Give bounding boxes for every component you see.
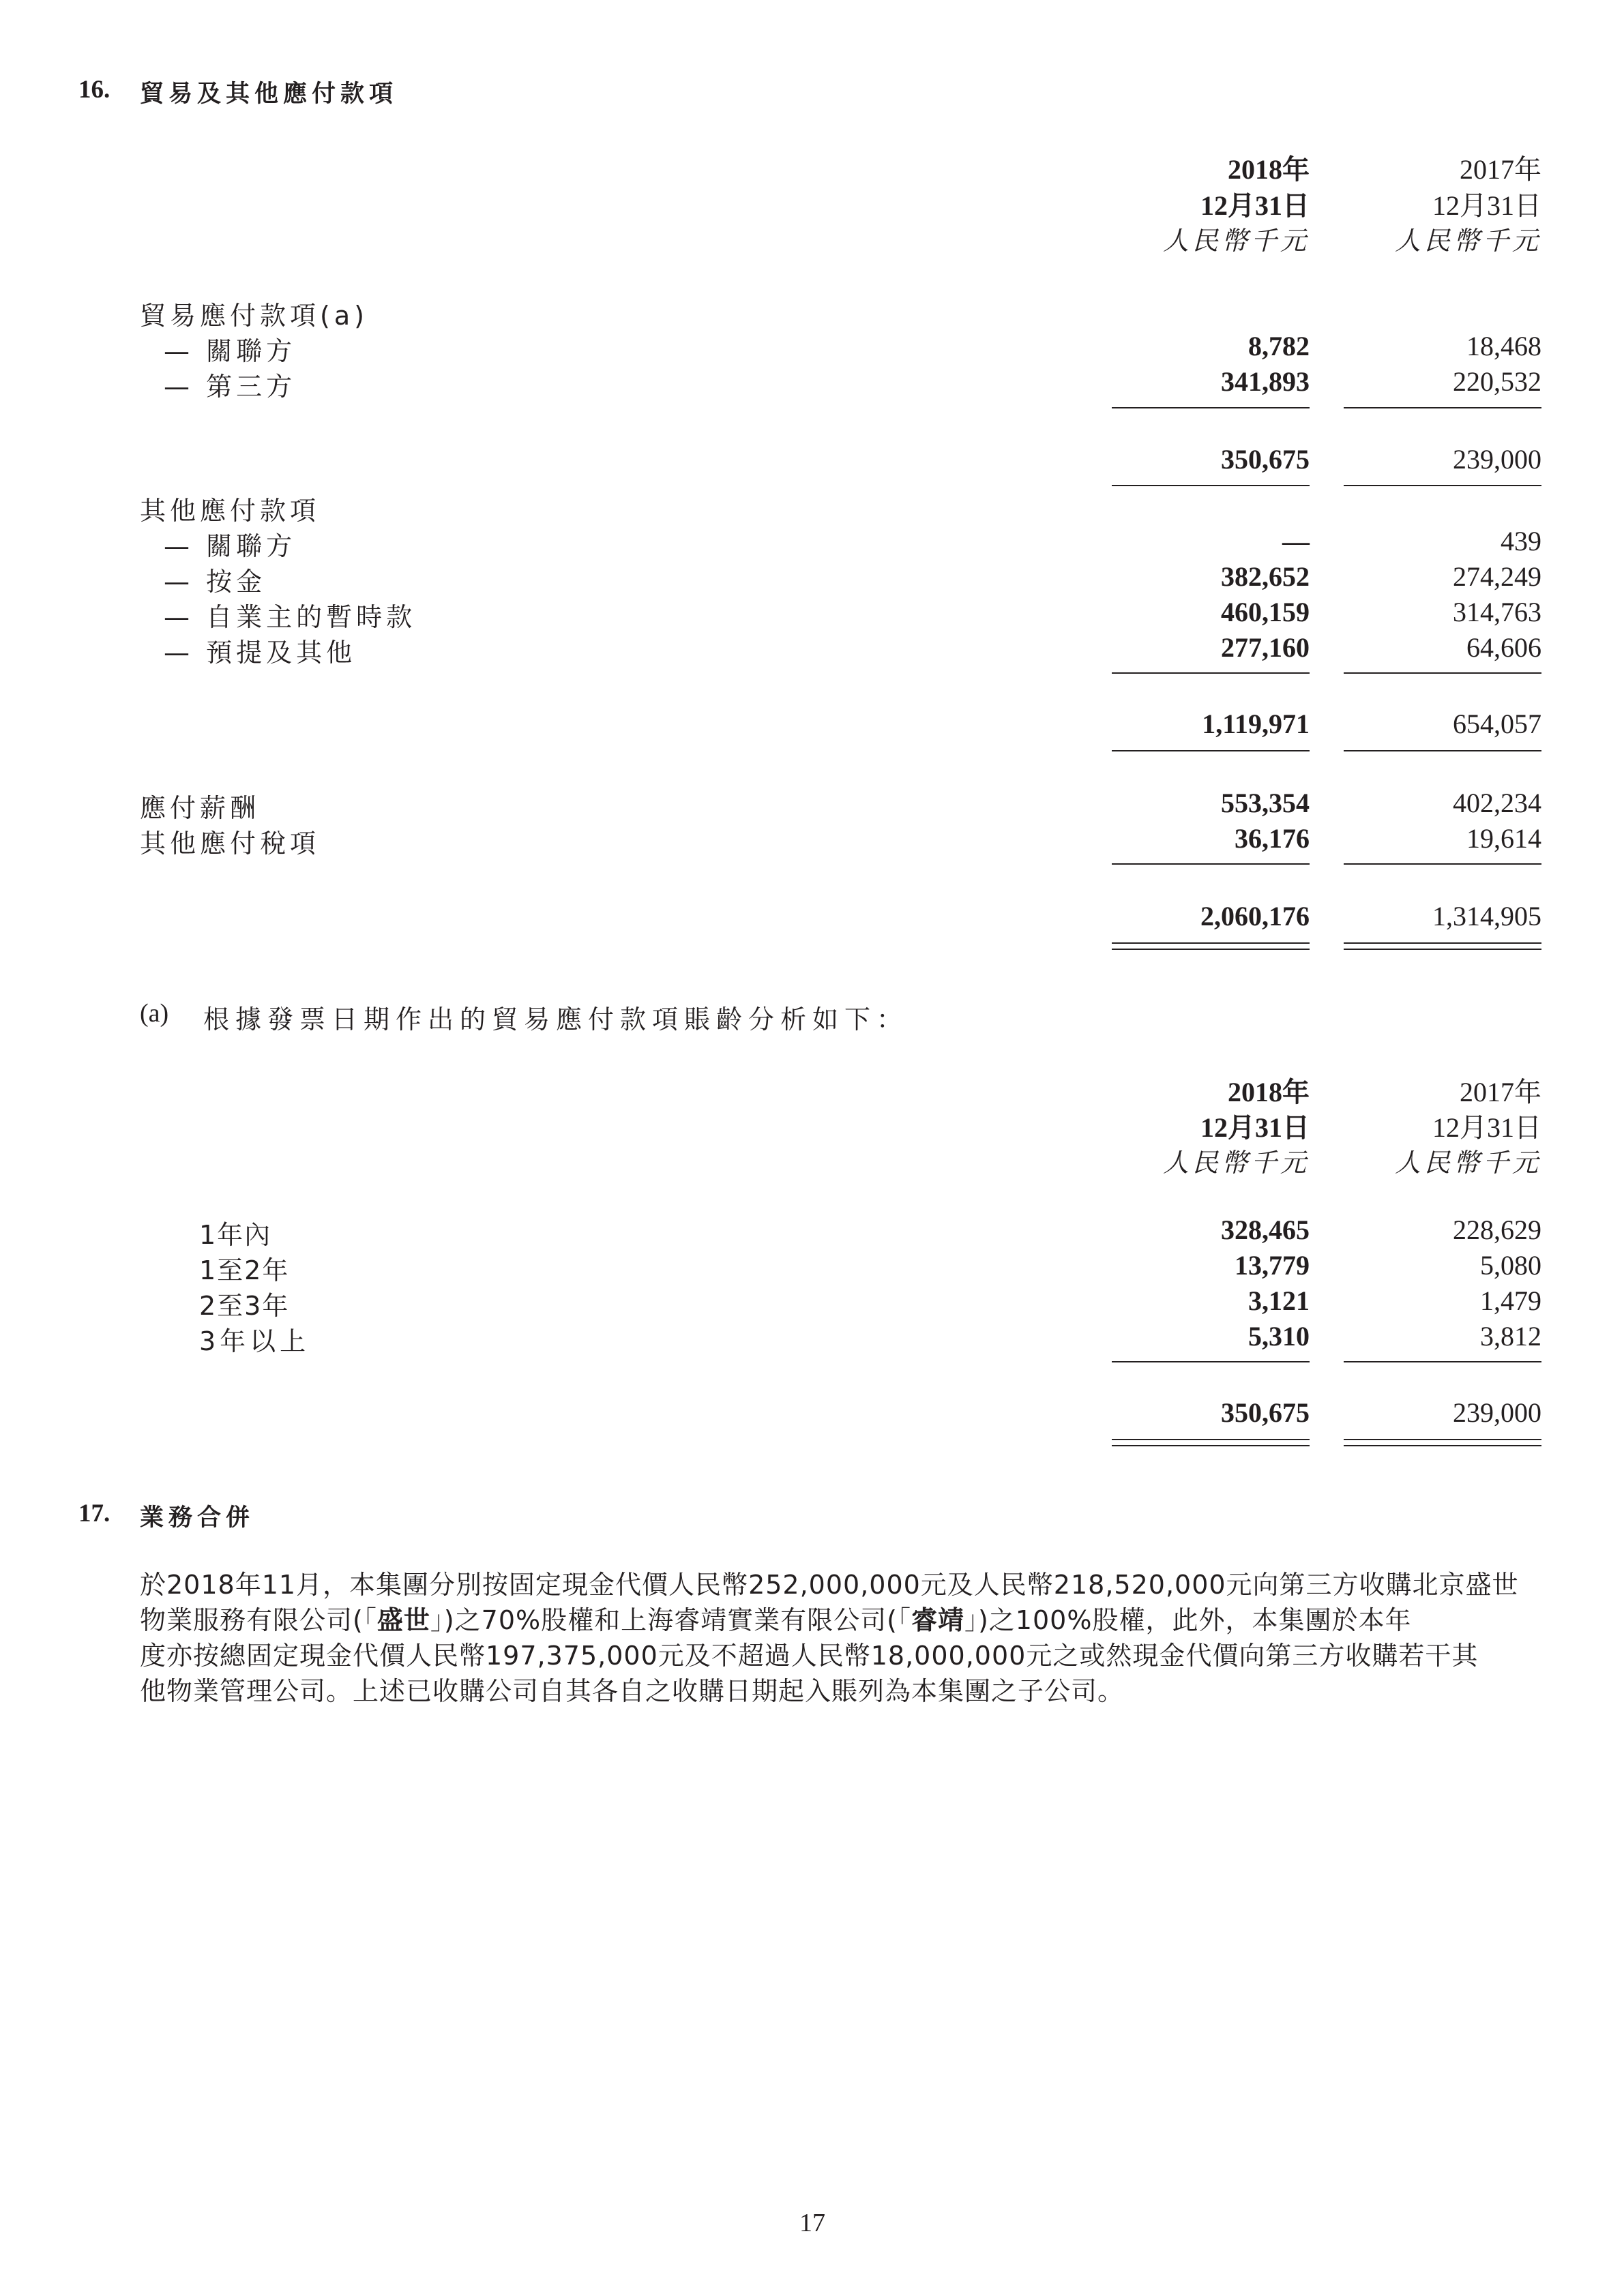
header-2018-unit: 人民幣千元 (1162, 226, 1310, 256)
note-a-text: 根據發票日期作出的貿易應付款項賬齡分析如下： (203, 1004, 909, 1034)
other-row-2018: 277,160 (1221, 632, 1310, 663)
rule (1344, 1361, 1541, 1362)
aging-row-2017: 228,629 (1453, 1214, 1541, 1245)
paragraph-line: 度亦按總固定現金代價人民幣197,375,000元及不超過人民幣18,000,000元之或然現金代價向第三方收購若干其 (140, 1641, 1479, 1671)
trade-row-2017: 18,468 (1466, 331, 1541, 361)
aging-header-2018-date: 12月31日 (1200, 1112, 1310, 1143)
header-2018-date: 12月31日 (1200, 190, 1310, 221)
rule (1344, 407, 1541, 408)
other-row-2018: 382,652 (1221, 561, 1310, 592)
double-rule (1344, 949, 1541, 950)
rule (1112, 750, 1310, 751)
section-16-number: 16. (78, 76, 110, 104)
other-row-2017: 64,606 (1466, 632, 1541, 663)
grand-total-2017: 1,314,905 (1432, 901, 1541, 931)
other-total-2017: 654,057 (1453, 709, 1541, 739)
double-rule (1112, 949, 1310, 950)
double-rule (1344, 942, 1541, 944)
page-number: 17 (799, 2209, 825, 2237)
other-row-2018: 460,159 (1221, 597, 1310, 627)
header-2017-unit: 人民幣千元 (1394, 226, 1541, 256)
shengshi-term: 盛世 (377, 1605, 430, 1635)
trade-payables-label: 貿易應付款項(a) (140, 301, 368, 331)
rule (1344, 485, 1541, 486)
other-row-2018: — (1282, 526, 1310, 556)
rule (1344, 750, 1541, 751)
salary-2018: 553,354 (1221, 788, 1310, 818)
double-rule (1344, 1439, 1541, 1440)
aging-row-2018: 3,121 (1248, 1285, 1310, 1316)
other-total-2018: 1,119,971 (1202, 709, 1310, 739)
section-16-title: 貿易及其他應付款項 (140, 80, 398, 108)
trade-row-label: — 第三方 (164, 372, 297, 402)
trade-total-2018: 350,675 (1221, 444, 1310, 475)
other-row-2017: 439 (1501, 526, 1541, 556)
aging-row-2018: 328,465 (1221, 1214, 1310, 1245)
trade-total-2017: 239,000 (1453, 444, 1541, 475)
section-17-title: 業務合併 (140, 1504, 255, 1532)
other-payables-label: 其他應付款項 (140, 496, 321, 526)
aging-row-label: 2至3年 (199, 1291, 290, 1321)
aging-row-2017: 3,812 (1480, 1321, 1541, 1352)
section-17-paragraph (140, 1567, 1555, 1709)
trade-row-2017: 220,532 (1453, 366, 1541, 397)
paragraph-line: 他物業管理公司。上述已收購公司自其各自之收購日期起入賬列為本集團之子公司。 (140, 1676, 1125, 1706)
note-a-marker: (a) (140, 999, 169, 1028)
double-rule (1344, 1445, 1541, 1446)
double-rule (1112, 1439, 1310, 1440)
rule (1112, 672, 1310, 674)
grand-total-2018: 2,060,176 (1200, 901, 1310, 931)
aging-header-2017-unit: 人民幣千元 (1394, 1148, 1541, 1178)
aging-total-2018: 350,675 (1221, 1397, 1310, 1428)
other-row-2017: 274,249 (1453, 561, 1541, 592)
tax-2018: 36,176 (1235, 823, 1310, 854)
header-2018-year: 2018年 (1228, 154, 1310, 185)
aging-row-2017: 1,479 (1480, 1285, 1541, 1316)
aging-header-2018-year: 2018年 (1228, 1077, 1310, 1107)
rule (1112, 863, 1310, 865)
double-rule (1112, 942, 1310, 944)
paragraph-line: 於2018年11月，本集團分別按固定現金代價人民幣252,000,000元及人民幣218,520,000元向第三方收購北京盛世 (140, 1570, 1519, 1600)
other-row-label: — 自業主的暫時款 (164, 602, 417, 632)
trade-row-2018: 341,893 (1221, 366, 1310, 397)
other-row-label: — 關聯方 (164, 531, 297, 561)
aging-row-2017: 5,080 (1480, 1250, 1541, 1281)
salary-2017: 402,234 (1453, 788, 1541, 818)
header-2017-date: 12月31日 (1432, 190, 1541, 221)
aging-header-2017-date: 12月31日 (1432, 1112, 1541, 1143)
rule (1344, 863, 1541, 865)
aging-row-label: 1年內 (199, 1220, 272, 1250)
aging-row-2018: 13,779 (1235, 1250, 1310, 1281)
aging-total-2017: 239,000 (1453, 1397, 1541, 1428)
other-row-label: — 預提及其他 (164, 638, 357, 668)
trade-row-2018: 8,782 (1248, 331, 1310, 361)
salary-label: 應付薪酬 (140, 793, 261, 823)
aging-row-label: 3年以上 (199, 1326, 310, 1356)
paragraph-line: 物業服務有限公司(「盛世」)之70%股權和上海睿靖實業有限公司(「睿靖」)之100%股權，此外，本集團於本年 (140, 1605, 1412, 1635)
aging-header-2018-unit: 人民幣千元 (1162, 1148, 1310, 1178)
ruijing-term: 睿靖 (911, 1605, 964, 1635)
other-row-2017: 314,763 (1453, 597, 1541, 627)
tax-2017: 19,614 (1466, 823, 1541, 854)
tax-label: 其他應付稅項 (140, 829, 321, 859)
rule (1112, 1361, 1310, 1362)
other-row-label: — 按金 (164, 567, 267, 597)
double-rule (1112, 1445, 1310, 1446)
header-2017-year: 2017年 (1460, 154, 1541, 185)
aging-header-2017-year: 2017年 (1460, 1077, 1541, 1107)
aging-row-label: 1至2年 (199, 1255, 290, 1285)
trade-row-label: — 關聯方 (164, 336, 297, 366)
rule (1112, 485, 1310, 486)
section-17-number: 17. (78, 1500, 110, 1527)
rule (1112, 407, 1310, 408)
aging-row-2018: 5,310 (1248, 1321, 1310, 1352)
rule (1344, 672, 1541, 674)
